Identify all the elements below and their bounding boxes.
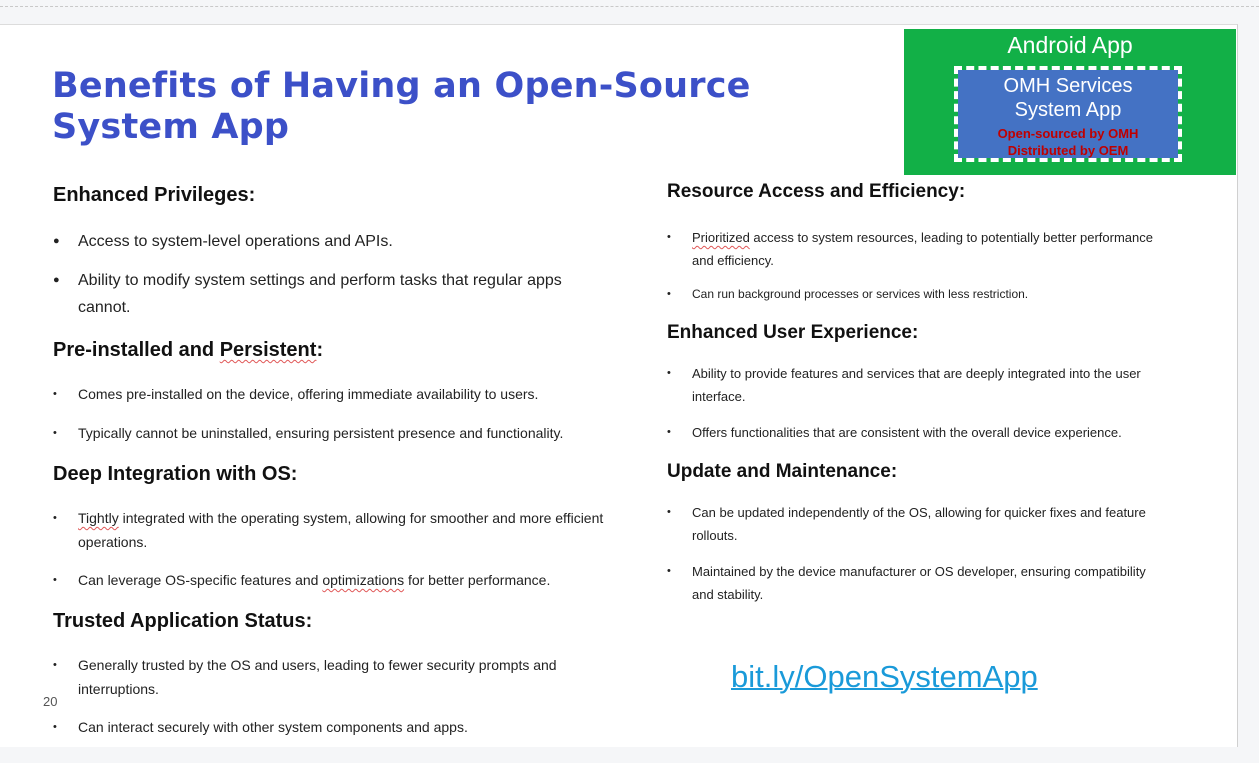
heading-user-experience: Enhanced User Experience: <box>667 322 919 343</box>
bullet-text-line-1: Ability to provide features and services that are deeply integrated into the user <box>692 366 1141 381</box>
list-item <box>667 283 1222 306</box>
bullet-icon: • <box>667 506 671 518</box>
bullet-icon: • <box>53 388 57 400</box>
omh-services-label <box>958 74 1178 122</box>
bullet-text-line-2: cannot. <box>78 299 131 316</box>
bullet-text: Comes pre-installed on the device, offering immediate availability to users. <box>78 386 539 402</box>
bullet-icon: • <box>667 426 671 438</box>
heading-deep-integration: Deep Integration with OS: <box>53 463 298 485</box>
slide-canvas[interactable] <box>0 24 1238 747</box>
list-item <box>53 228 618 255</box>
bullet-icon: • <box>53 574 57 586</box>
bullet-icon: • <box>53 721 57 733</box>
bullet-text-line-2: interruptions. <box>78 681 159 697</box>
bullet-text-line-1: integrated with the operating system, allowing for smoother and more efficient <box>118 510 604 526</box>
slide-title <box>52 66 751 148</box>
bullet-text-line-1: Maintained by the device manufacturer or OS developer, ensuring compatibility <box>692 564 1146 579</box>
heading-preinstalled <box>53 339 323 362</box>
bullet-text-line-1: Ability to modify system settings and perform tasks that regular apps <box>78 272 562 289</box>
android-app-label: Android App <box>1007 32 1133 58</box>
spellcheck-word: Tightly <box>78 510 119 526</box>
omh-note-line-1: Open-sourced by OMH <box>997 126 1139 141</box>
bitly-link[interactable]: bit.ly/OpenSystemApp <box>731 659 1038 694</box>
bullet-text-line-1: Generally trusted by the OS and users, leading to fewer security prompts and <box>78 657 557 673</box>
list-item <box>53 653 628 701</box>
heading-enhanced-privileges: Enhanced Privileges: <box>53 184 256 206</box>
list-item <box>53 382 628 406</box>
heading-resource-access: Resource Access and Efficiency: <box>667 181 966 202</box>
bullet-text: Access to system-level operations and APIs. <box>78 233 393 250</box>
omh-label-line-1: OMH Services <box>1003 75 1133 97</box>
bullet-text-line-2: and stability. <box>692 587 764 602</box>
heading-trusted-status: Trusted Application Status: <box>53 610 313 632</box>
bullet-text: Can leverage OS-specific features and <box>78 572 323 588</box>
bullet-icon: ● <box>53 274 60 286</box>
android-app-diagram <box>904 29 1236 175</box>
omh-services-box <box>958 70 1178 158</box>
title-line-1: Benefits of Having an Open-Source <box>52 66 751 106</box>
heading-colon: : <box>316 339 324 361</box>
spellcheck-word: Prioritized <box>692 230 750 245</box>
list-item <box>53 715 628 739</box>
page-number: 20 <box>43 694 58 709</box>
bullet-text: Can interact securely with other system components and apps. <box>78 719 468 735</box>
list-item <box>667 560 1222 606</box>
list-item <box>667 226 1222 272</box>
list-item <box>667 421 1222 444</box>
omh-note <box>958 125 1178 159</box>
list-item <box>53 568 628 592</box>
omh-label-line-2: System App <box>1014 99 1122 121</box>
list-item <box>667 501 1222 547</box>
bullet-icon: • <box>53 512 57 524</box>
top-ruler <box>0 0 1259 7</box>
bullet-text-line-1: access to system resources, leading to potentially better performance <box>749 230 1153 245</box>
bullet-text-line-2: rollouts. <box>692 528 738 543</box>
bullet-icon: • <box>53 659 57 671</box>
list-item <box>53 506 628 554</box>
bullet-text-end: for better performance. <box>404 572 551 588</box>
bullet-text-line-2: operations. <box>78 534 148 550</box>
list-item <box>53 421 628 445</box>
bullet-icon: • <box>667 367 671 379</box>
spellcheck-word: Persistent <box>219 339 317 361</box>
list-item <box>667 362 1222 408</box>
bullet-text: Can run background processes or services with less restriction. <box>692 287 1029 301</box>
omh-note-line-2: Distributed by OEM <box>1007 143 1129 158</box>
bullet-text: Typically cannot be uninstalled, ensuring persistent presence and functionality. <box>78 425 564 441</box>
list-item <box>53 267 618 321</box>
heading-update-maintenance: Update and Maintenance: <box>667 461 898 482</box>
bullet-icon: • <box>667 565 671 577</box>
bullet-text-line-1: Can be updated independently of the OS, allowing for quicker fixes and feature <box>692 505 1146 520</box>
bullet-icon: ● <box>53 235 60 247</box>
heading-text: Pre-installed and <box>53 339 220 361</box>
bullet-text: Offers functionalities that are consistent with the overall device experience. <box>692 425 1122 440</box>
bullet-text-line-2: interface. <box>692 389 746 404</box>
bullet-icon: • <box>667 231 671 243</box>
bullet-icon: • <box>53 427 57 439</box>
bullet-icon: • <box>667 288 671 300</box>
spellcheck-word: optimizations <box>322 572 405 588</box>
bullet-text-line-2: and efficiency. <box>692 253 774 268</box>
title-line-2: System App <box>52 107 290 147</box>
